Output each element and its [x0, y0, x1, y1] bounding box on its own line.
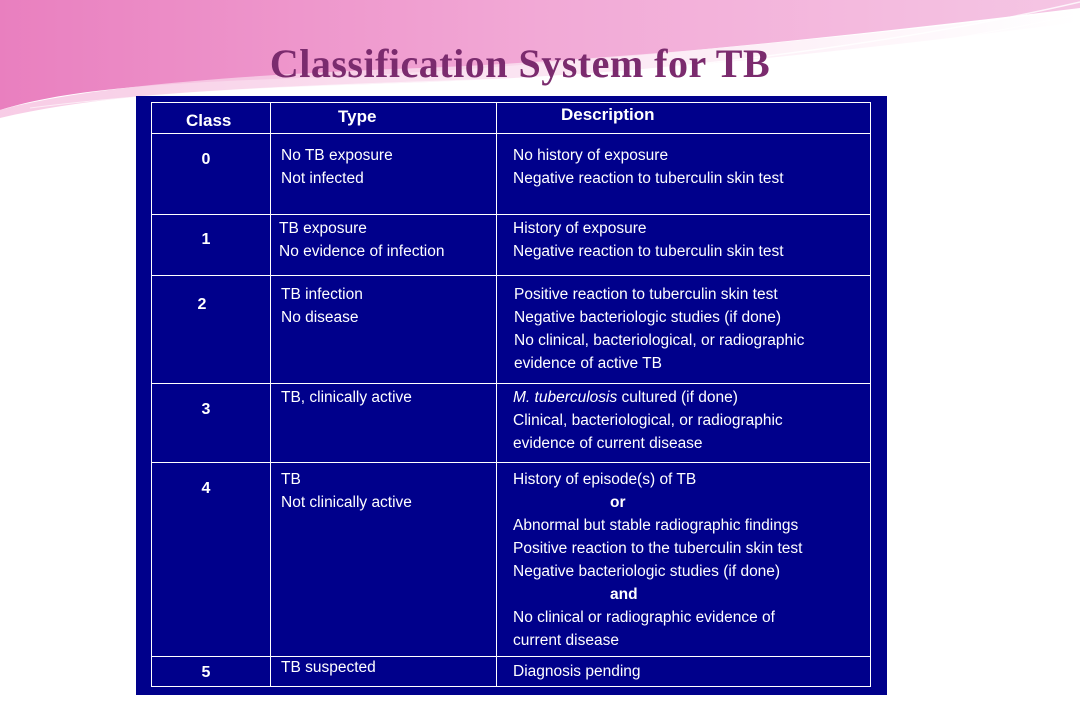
page-title: Classification System for TB: [269, 41, 771, 86]
row-description: M. tuberculosis cultured (if done) Clinical, bacteriological, or radiographic evidence of current disease: [513, 389, 783, 452]
row-description: Positive reaction to tuberculin skin test Negative bacteriologic studies (if done) No clinical, bacteriological, or radiographic evidence of active TB: [514, 286, 805, 372]
class-number: 3: [201, 401, 211, 418]
class-number: 2: [197, 296, 207, 313]
table-border-right: [870, 102, 871, 687]
table-row-divider: [151, 462, 871, 463]
header-type: Type: [338, 107, 377, 126]
table-column-divider: [496, 102, 497, 687]
class-number: 5: [201, 664, 211, 681]
row-type: TB infection No disease: [281, 286, 363, 326]
row-type: TB exposure No evidence of infection: [279, 220, 445, 260]
class-number: 4: [201, 480, 211, 497]
header-class: Class: [186, 111, 232, 130]
table-border-left: [151, 102, 152, 687]
row-type: TB, clinically active: [281, 389, 412, 406]
header-description: Description: [561, 105, 655, 124]
row-type: No TB exposure Not infected: [281, 147, 393, 187]
row-description: History of episode(s) of TB or Abnormal but stable radiographic findings Positive reaction to the tuberculin skin test Negative bacteriologic studies (if done) and No clinical or radiographic evidence of current disease: [513, 471, 803, 649]
class-number: 1: [201, 231, 211, 248]
table-row-divider: [151, 383, 871, 384]
table-column-divider: [270, 102, 271, 687]
table-border-bottom: [151, 686, 871, 687]
classification-table: [136, 96, 887, 695]
row-description: History of exposure Negative reaction to tuberculin skin test: [513, 220, 784, 260]
row-description: No history of exposure Negative reaction to tuberculin skin test: [513, 147, 784, 187]
row-type: TB Not clinically active: [281, 471, 412, 511]
table-border-top: [151, 102, 871, 103]
table-row-divider: [151, 656, 871, 657]
class-number: 0: [201, 151, 211, 168]
row-description: Diagnosis pending: [513, 663, 641, 680]
table-row-divider: [151, 214, 871, 215]
table-row-divider: [151, 275, 871, 276]
row-type: TB suspected: [281, 659, 376, 676]
table-row-divider: [151, 133, 871, 134]
